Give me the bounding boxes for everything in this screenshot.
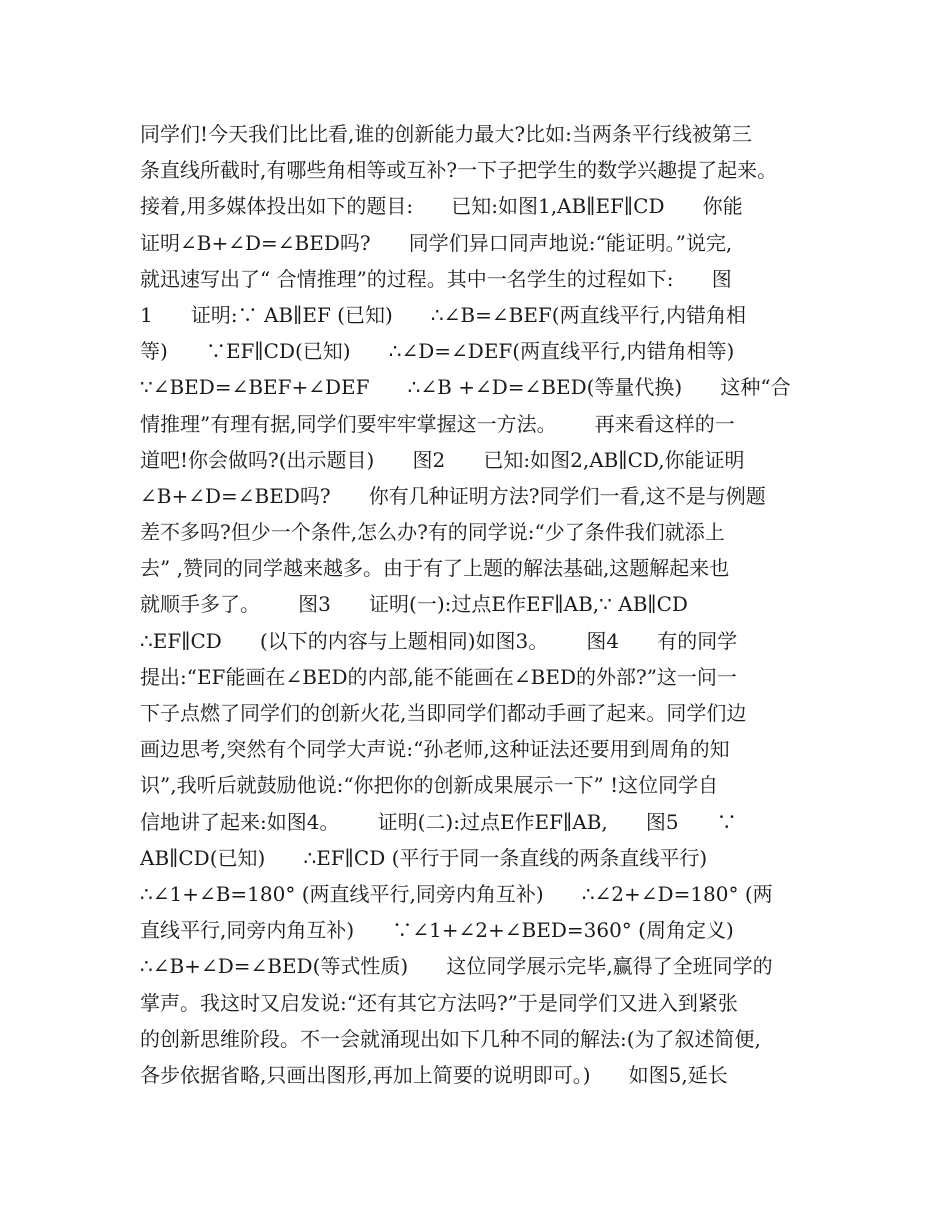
text-line: 直线平行,同旁内角互补) ∵∠1+∠2+∠BED=360° (周角定义) (140, 918, 734, 943)
text-line: 等) ∵EF∥CD(已知) ∴∠D=∠DEF(两直线平行,内错角相等) (140, 339, 735, 364)
text-line: ∵∠BED=∠BEF+∠DEF ∴∠B +∠D=∠BED(等量代换) 这种“合 (140, 375, 791, 400)
text-line: 就迅速写出了“ 合情推理”的过程。其中一名学生的过程如下: 图 (140, 266, 732, 291)
text-line: 条直线所截时,有哪些角相等或互补?一下子把学生的数学兴趣提了起来。 (140, 158, 778, 183)
text-line: 掌声。我这时又启发说:“还有其它方法吗?”于是同学们又进入到紧张 (140, 990, 738, 1015)
text-line: AB∥CD(已知) ∴EF∥CD (平行于同一条直线的两条直线平行) (140, 845, 708, 870)
text-line: 道吧!你会做吗?(出示题目) 图2 已知:如图2,AB∥CD,你能证明 (140, 447, 745, 472)
text-line: ∠B+∠D=∠BED吗? 你有几种证明方法?同学们一看,这不是与例题 (140, 483, 766, 508)
text-line: 信地讲了起来:如图4。 证明(二):过点E作EF∥AB, 图5 ∵ (140, 809, 737, 834)
text-line: 提出:“EF能画在∠BED的内部,能不能画在∠BED的外部?”这一问一 (140, 664, 737, 689)
text-line: 同学们!今天我们比比看,谁的创新能力最大?比如:当两条平行线被第三 (140, 122, 752, 146)
text-line: ∴∠B+∠D=∠BED(等式性质) 这位同学展示完毕,赢得了全班同学的 (140, 954, 773, 979)
text-line: 接着,用多媒体投出如下的题目: 已知:如图1,AB∥EF∥CD 你能 (140, 194, 743, 219)
text-line: 1 证明:∵ AB∥EF (已知) ∴∠B=∠BEF(两直线平行,内错角相 (140, 302, 746, 327)
text-line: 的创新思维阶段。不一会就涌现出如下几种不同的解法:(为了叙述简便, (140, 1026, 761, 1051)
text-line: 证明∠B+∠D=∠BED吗? 同学们异口同声地说:“能证明。”说完, (140, 230, 733, 255)
text-line: 各步依据省略,只画出图形,再加上简要的说明即可。) 如图5,延长 (140, 1062, 728, 1087)
text-line: 识”,我听后就鼓励他说:“你把你的创新成果展示一下” !这位同学自 (140, 773, 719, 798)
text-line: ∴EF∥CD (以下的内容与上题相同)如图3。 图4 有的同学 (140, 628, 738, 653)
text-line: 下子点燃了同学们的创新火花,当即同学们都动手画了起来。同学们边 (140, 701, 747, 725)
body-text (140, 116, 820, 1093)
text-line: 画边思考,突然有个同学大声说:“孙老师,这种证法还要用到周角的知 (140, 737, 730, 762)
text-line: 就顺手多了。 图3 证明(一):过点E作EF∥AB,∵ AB∥CD (140, 592, 688, 617)
text-line: 情推理”有理有据,同学们要牢牢掌握这一方法。 再来看这样的一 (140, 411, 735, 436)
text-line: ∴∠1+∠B=180° (两直线平行,同旁内角互补) ∴∠2+∠D=180° (两 (140, 881, 773, 906)
text-line: 去” ,赞同的同学越来越多。由于有了上题的解法基础,这题解起来也 (140, 556, 730, 581)
text-line: 差不多吗?但少一个条件,怎么办?有的同学说:“少了条件我们就添上 (140, 520, 725, 545)
